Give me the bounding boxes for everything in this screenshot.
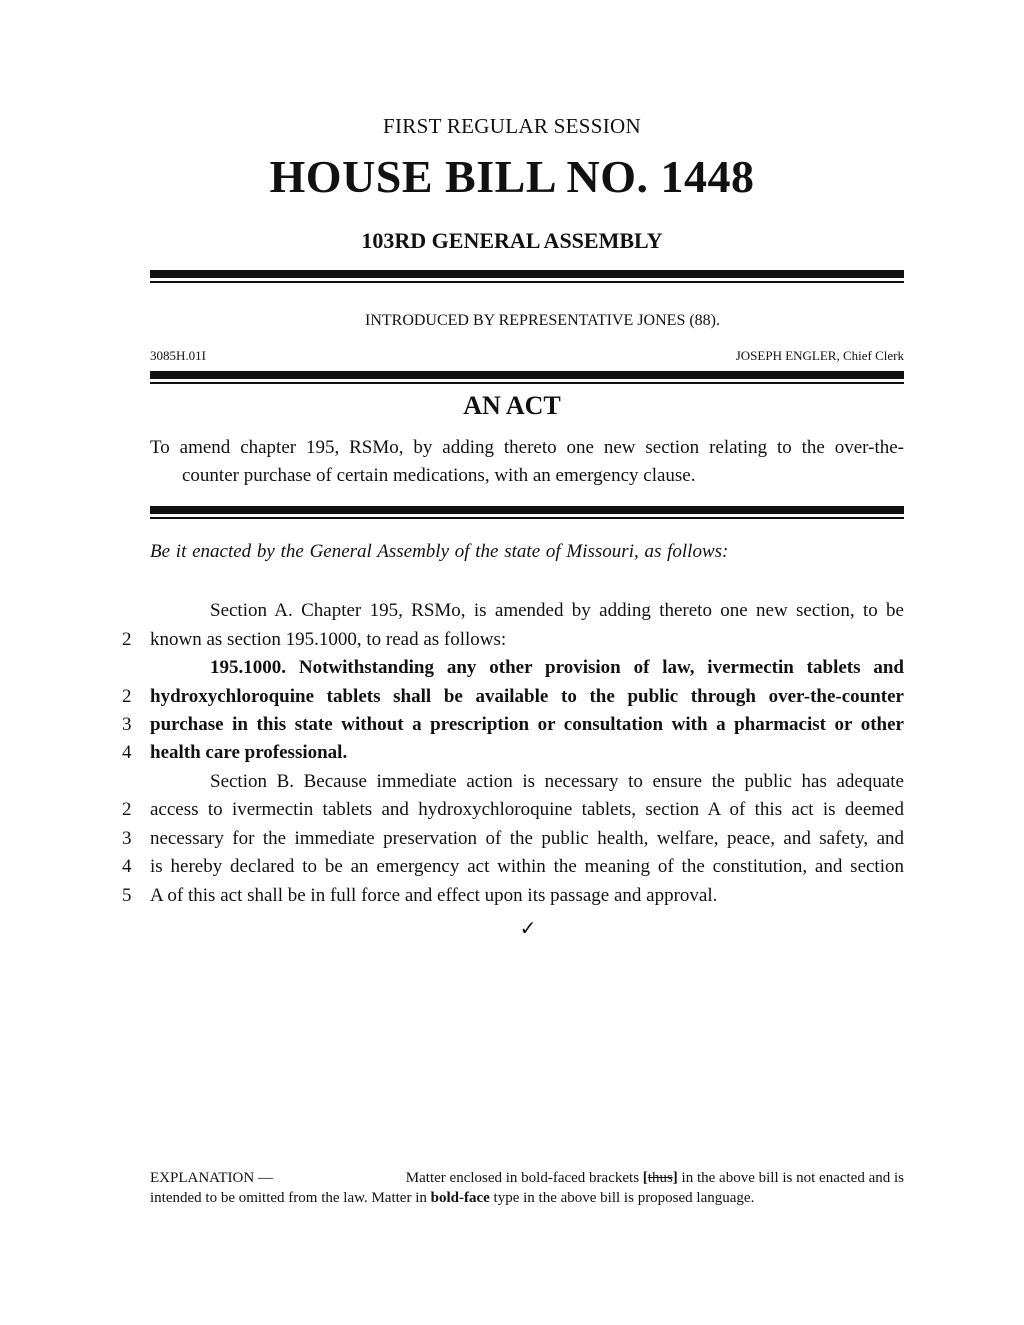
general-assembly: 103RD GENERAL ASSEMBLY [361, 228, 663, 253]
section-b-line-3: necessary for the immediate preservation of the public health, welfare, peace, and safety, and [150, 828, 904, 849]
section-b-line-5: A of this act shall be in full force and effect upon its passage and approval. [150, 885, 718, 906]
explanation-label: EXPLANATION — [150, 1170, 273, 1186]
section-195-1000-line-1: 195.1000. Notwithstanding any other provision of law, ivermectin tablets and [210, 657, 904, 678]
enacting-clause: Be it enacted by the General Assembly of the state of Missouri, as follows: [150, 541, 729, 562]
document-code: 3085H.01I [150, 348, 206, 363]
rule-thick [150, 506, 904, 514]
bracket-open: [ [642, 1170, 648, 1186]
section-a-line-1: Section A. Chapter 195, RSMo, is amended by adding thereto one new section, to be [210, 600, 904, 621]
section-195-1000-line-2: hydroxychloroquine tablets shall be available to the public through over-the-counter [150, 686, 904, 707]
session-label: FIRST REGULAR SESSION [383, 114, 641, 138]
line-number: 4 [122, 856, 132, 877]
section-195-1000-line-3: purchase in this state without a prescription or consultation with a pharmacist or other [150, 714, 904, 735]
explanation-bold-face: bold-face [430, 1190, 490, 1206]
bill-number: HOUSE BILL NO. 1448 [269, 151, 755, 202]
explanation-line-2-a: intended to be omitted from the law. Matter in [150, 1190, 427, 1206]
introduced-by: INTRODUCED BY REPRESENTATIVE JONES (88). [364, 312, 720, 329]
line-number: 2 [122, 686, 132, 707]
line-number: 5 [122, 885, 132, 906]
rule-thick [150, 270, 904, 278]
explanation-part-1: Matter enclosed in bold-faced brackets [405, 1170, 640, 1186]
line-number: 3 [122, 714, 132, 735]
section-b-line-4: is hereby declared to be an emergency act within the meaning of the constitution, and section [150, 856, 904, 877]
section-a-line-2: known as section 195.1000, to read as follows: [150, 629, 507, 650]
explanation-line-2-b: type in the above bill is proposed language. [493, 1190, 755, 1206]
section-195-1000-line-4: health care professional. [150, 742, 348, 763]
title-line-2: counter purchase of certain medications, with an emergency clause. [182, 465, 696, 486]
section-b-line-2: access to ivermectin tablets and hydroxychloroquine tablets, section A of this act is deemed [150, 799, 904, 820]
check-icon: ✓ [519, 916, 537, 940]
rule-thin [150, 382, 904, 384]
struck-word: thus [647, 1170, 673, 1186]
line-number: 4 [122, 742, 132, 763]
section-b-line-1: Section B. Because immediate action is necessary to ensure the public has adequate [210, 771, 904, 792]
act-heading: AN ACT [463, 391, 561, 420]
rule-thin [150, 281, 904, 283]
line-number: 2 [122, 799, 132, 820]
explanation-line-2 [150, 1190, 904, 1207]
explanation-part-2: in the above bill is not enacted and is [681, 1170, 904, 1186]
title-line-1: To amend chapter 195, RSMo, by adding thereto one new section relating to the over-the- [150, 437, 904, 458]
line-number: 2 [122, 629, 132, 650]
explanation-text [406, 1170, 904, 1187]
explanation-line-1 [150, 1170, 904, 1187]
rule-thin [150, 517, 904, 519]
rule-thick [150, 371, 904, 379]
chief-clerk: JOSEPH ENGLER, Chief Clerk [735, 348, 904, 363]
bracket-close: ] [672, 1170, 678, 1186]
line-number: 3 [122, 828, 132, 849]
